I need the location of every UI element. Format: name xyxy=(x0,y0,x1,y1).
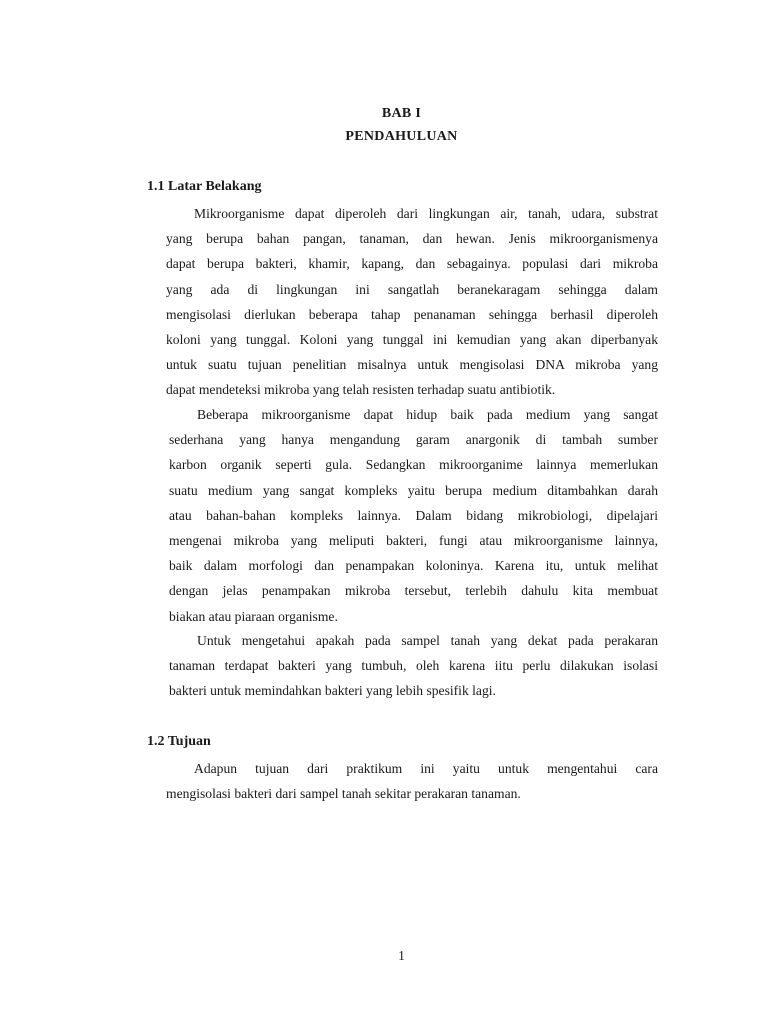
paragraph-2 xyxy=(169,402,658,629)
paragraph-line: bakteri untuk memindahkan bakteri yang lebih spesifik lagi. xyxy=(169,683,496,699)
paragraph-line: tanaman terdapat bakteri yang tumbuh, oleh karena iitu perlu dilakukan isolasi xyxy=(169,658,658,674)
chapter-number: BAB I xyxy=(381,106,422,121)
paragraph-line: suatu medium yang sangat kompleks yaitu berupa medium ditambahkan darah xyxy=(169,482,658,498)
paragraph-line: biakan atau piaraan organisme. xyxy=(169,608,338,624)
paragraph-line: koloni yang tunggal. Koloni yang tunggal ini kemudian yang akan diperbanyak xyxy=(166,331,658,347)
paragraph-line: Adapun tujuan dari praktikum ini yaitu untuk mengentahui cara xyxy=(194,761,658,776)
paragraph-line: mengisolasi dierlukan beberapa tahap penanaman sehingga berhasil diperoleh xyxy=(166,306,658,322)
paragraph-line: baik dalam morfologi dan penampakan koloninya. Karena itu, untuk melihat xyxy=(169,558,658,574)
paragraph-line: dapat mendeteksi mikroba yang telah resisten terhadap suatu antibiotik. xyxy=(166,382,556,398)
section-heading-tujuan: 1.2 Tujuan xyxy=(147,734,211,749)
paragraph-line: dapat berupa bakteri, khamir, kapang, dan sebagainya. populasi dari mikroba xyxy=(166,256,658,272)
paragraph-line: untuk suatu tujuan penelitian misalnya untuk mengisolasi DNA mikroba yang xyxy=(166,357,658,373)
paragraph-line: sederhana yang hanya mengandung garam anargonik di tambah sumber xyxy=(169,432,658,448)
paragraph-line: yang berupa bahan pangan, tanaman, dan hewan. Jenis mikroorganismenya xyxy=(166,231,658,247)
paragraph-1 xyxy=(166,201,658,403)
paragraph-line: dengan jelas penampakan mikroba tersebut, terlebih dahulu kita membuat xyxy=(169,583,658,599)
paragraph-3 xyxy=(169,628,658,704)
paragraph-line: Beberapa mikroorganisme dapat hidup baik pada medium yang sangat xyxy=(197,407,658,422)
paragraph-line: atau bahan-bahan kompleks lainnya. Dalam bidang mikrobiologi, dipelajari xyxy=(169,507,658,523)
page-number: 1 xyxy=(398,948,405,963)
paragraph-line: karbon organik seperti gula. Sedangkan mikroorganime lainnya memerlukan xyxy=(169,457,658,473)
paragraph-4 xyxy=(166,756,658,806)
section-heading-latar-belakang: 1.1 Latar Belakang xyxy=(147,179,262,194)
paragraph-line: yang ada di lingkungan ini sangatlah beranekaragam sehingga dalam xyxy=(166,281,658,297)
paragraph-line: Mikroorganisme dapat diperoleh dari lingkungan air, tanah, udara, substrat xyxy=(194,206,658,221)
paragraph-line: mengenai mikroba yang meliputi bakteri, fungi atau mikroorganisme lainnya, xyxy=(169,532,658,548)
chapter-title: PENDAHULUAN xyxy=(345,129,458,144)
paragraph-line: Untuk mengetahui apakah pada sampel tanah yang dekat pada perakaran xyxy=(197,633,658,648)
paragraph-line: mengisolasi bakteri dari sampel tanah sekitar perakaran tanaman. xyxy=(166,786,521,802)
